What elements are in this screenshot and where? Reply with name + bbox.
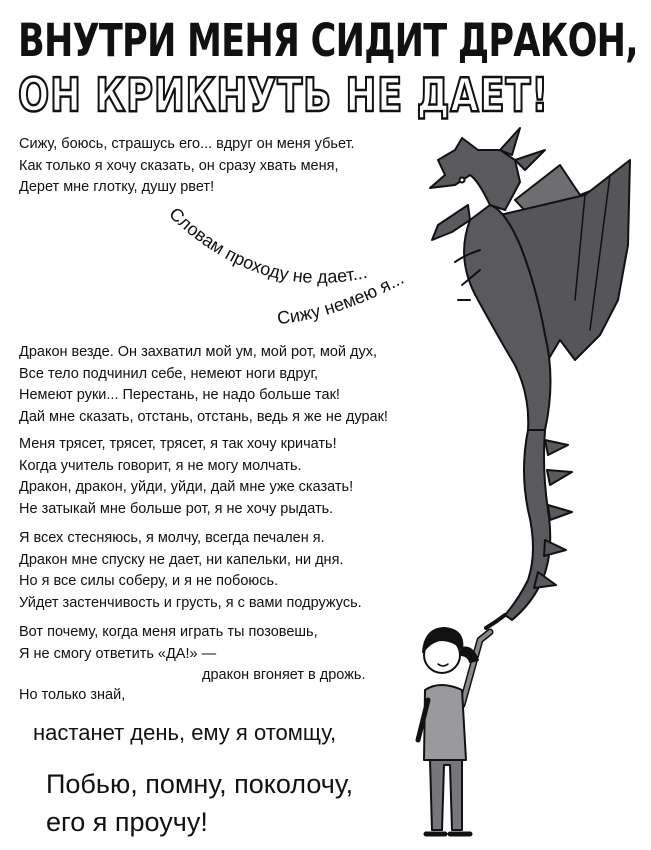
curved-line-1: Словам проходу не дает... <box>165 203 369 287</box>
poem-line: Меня трясет, трясет, трясет, я так хочу кричать! <box>19 436 337 452</box>
big-line-3: его я проучу! <box>46 807 208 837</box>
poem-line: Я всех стесняюсь, я молчу, всегда печален я. <box>19 530 325 546</box>
poem-line: Не затыкай мне больше рот, я не хочу рыдать. <box>19 500 334 517</box>
poem-line-right: дракон вгоняет в дрожь. <box>202 667 366 683</box>
poem-line: Дерет мне глотку, душу рвет! <box>19 179 215 195</box>
curved-line-2: Сижу немею я... <box>276 267 408 329</box>
poem-line: Когда учитель говорит, я не могу молчать. <box>19 457 302 474</box>
page-subtitle: ОН КРИКНУТЬ НЕ ДАЕТ! <box>18 68 549 122</box>
poem-line: Но только знай, <box>19 687 126 703</box>
poem-line: Уйдет застенчивость и грусть, я с вами подружусь. <box>19 594 362 611</box>
poem-line: Вот почему, когда меня играть ты позовешь, <box>19 624 318 640</box>
poem-line: Дракон везде. Он захватил мой ум, мой рот, мой дух, <box>19 344 378 360</box>
poem-line: Сижу, боюсь, страшусь его... вдруг он меня убьет. <box>19 136 355 152</box>
poem-line: Немеют руки... Перестань, не надо больше так! <box>19 387 340 403</box>
big-line-2: Побью, помну, поколочу, <box>46 769 354 799</box>
page-title: ВНУТРИ МЕНЯ СИДИТ ДРАКОН, <box>18 14 638 67</box>
poem-line: Я не смогу ответить «ДА!» — <box>19 645 217 662</box>
big-line-1: настанет день, ему я отомщу, <box>33 720 337 745</box>
poem-line: Все тело подчинил себе, немеют ноги вдруг, <box>19 365 319 382</box>
dragon-tail <box>505 430 550 620</box>
child-body <box>424 685 466 760</box>
child-holding-tail-illustration <box>418 628 490 834</box>
poem-line: Как только я хочу сказать, он сразу хвать меня, <box>19 157 339 174</box>
poem-line: Дай мне сказать, отстань, отстань, ведь я же не дурак! <box>19 408 388 425</box>
poem-line: Дракон, дракон, уйди, уйди, дай мне уже сказать! <box>19 479 354 495</box>
poem-line: Но я все силы соберу, и я не побоюсь. <box>19 573 279 589</box>
poem-line: Дракон мне спуску не дает, ни капельки, ни дня. <box>19 551 344 568</box>
